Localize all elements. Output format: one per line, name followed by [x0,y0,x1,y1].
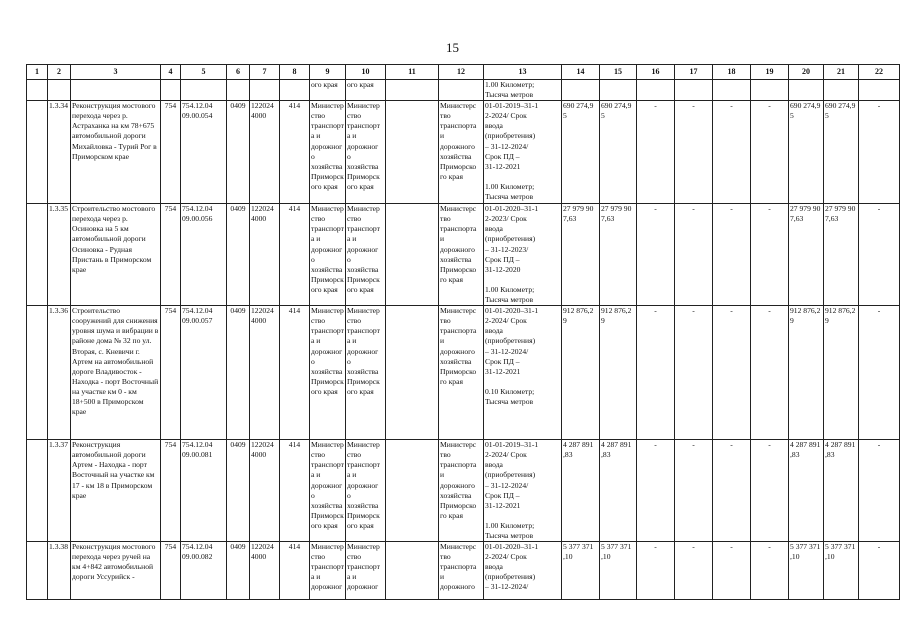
continuation-row [27,80,900,101]
cell-dash: - [713,204,751,306]
cell [161,80,181,101]
cell-amount: 27 979 90 7,63 [562,204,600,306]
cell-amount: 912 876,2 9 [789,306,824,440]
col-header: 17 [675,65,713,80]
cell-section: 0409 [227,542,250,600]
cell [859,80,900,101]
cell-grbs: 754 [161,542,181,600]
col-header: 10 [346,65,386,80]
cell [48,80,71,101]
cell-amount: 5 377 371 ,10 [789,542,824,600]
cell-grbs: 754 [161,306,181,440]
cell-dash: - [859,101,900,204]
cell-dash: - [713,306,751,440]
cell-amount: 5 377 371 ,10 [824,542,859,600]
col-header: 7 [250,65,280,80]
cell-terms: 01-01-2020–31-1 2-2023/ Срок ввода (приобретения) – 31-12-2023/ Срок ПД – 31-12-2020 1.00 Километр; Тысяча метров [484,204,562,306]
col-header: 4 [161,65,181,80]
cell-amount: 5 377 371 ,10 [600,542,637,600]
col-header: 11 [386,65,439,80]
cell-vr: 414 [280,204,310,306]
col-header: 16 [637,65,675,80]
page-number: 15 [446,40,459,55]
cell [751,80,789,101]
cell [789,80,824,101]
cell-dash: - [637,306,675,440]
cell [250,80,280,101]
cell [600,80,637,101]
col-header: 3 [71,65,161,80]
cell-dash: - [859,204,900,306]
cell-state-customer: ого края [310,80,346,101]
col-header: 20 [789,65,824,80]
cell-executor: Министерс тво транспорта и дорожного [439,542,484,600]
table-body [27,65,900,600]
cell-dash: - [713,542,751,600]
cell-executor: Министерс тво транспорта и дорожного хозяйства Приморско го края [439,306,484,440]
cell-amount: 27 979 90 7,63 [600,204,637,306]
col-header: 13 [484,65,562,80]
cell-csr: 122024 4000 [250,306,280,440]
cell-target-code: 754.12.04 09.00.056 [181,204,227,306]
cell [386,80,439,101]
cell [824,80,859,101]
cell-amount: 690 274,9 5 [600,101,637,204]
cell-amount: 4 287 891 ,83 [789,440,824,542]
cell-blank [27,440,48,542]
cell-dash: - [751,204,789,306]
cell-csr: 122024 4000 [250,204,280,306]
cell-col11 [386,204,439,306]
cell-amount: 27 979 90 7,63 [824,204,859,306]
cell-dash: - [713,101,751,204]
cell-dash: - [675,204,713,306]
col-header: 6 [227,65,250,80]
cell-state-customer: Министер ство транспорт а и дорожног о хозяйства Приморск ого края [310,306,346,440]
cell-col11 [386,440,439,542]
cell-amount: 27 979 90 7,63 [789,204,824,306]
column-number-row [27,65,900,80]
cell [562,80,600,101]
cell-csr: 122024 4000 [250,101,280,204]
cell-number: 1.3.37 [48,440,71,542]
cell-vr: 414 [280,440,310,542]
cell-amount: 4 287 891 ,83 [562,440,600,542]
col-header: 8 [280,65,310,80]
cell-responsible: Министер ство транспорт а и дорожног о хозяйства Приморск ого края [346,440,386,542]
table-row [27,101,900,204]
cell-dash: - [751,440,789,542]
cell-grbs: 754 [161,101,181,204]
cell-dash: - [637,204,675,306]
cell-name: Строительство мостового перехода через р. Осиновка на 5 км автомобильной дороги Осиновка - Рудная Пристань в Приморском крае [71,204,161,306]
cell-amount: 5 377 371 ,10 [562,542,600,600]
cell [637,80,675,101]
cell-vr: 414 [280,306,310,440]
cell-amount: 912 876,2 9 [600,306,637,440]
col-header: 2 [48,65,71,80]
cell-number: 1.3.35 [48,204,71,306]
cell-dash: - [637,440,675,542]
cell-dash: - [859,440,900,542]
cell [181,80,227,101]
cell-dash: - [751,306,789,440]
cell-dash: - [713,440,751,542]
cell-dash: - [751,542,789,600]
program-table [26,64,900,600]
cell-section: 0409 [227,306,250,440]
cell-grbs: 754 [161,440,181,542]
cell-col11 [386,101,439,204]
cell-dash: - [675,542,713,600]
cell-col11 [386,542,439,600]
table-row [27,306,900,440]
cell-section: 0409 [227,440,250,542]
cell-executor: Министерс тво транспорта и дорожного хозяйства Приморско го края [439,101,484,204]
cell-executor: Министерс тво транспорта и дорожного хозяйства Приморско го края [439,440,484,542]
cell-dash: - [675,306,713,440]
cell-responsible: Министер ство транспорт а и дорожног о хозяйства Приморск ого края [346,306,386,440]
cell-terms: 01-01-2020–31-1 2-2024/ Срок ввода (приобретения) – 31-12-2024/ Срок ПД – 31-12-2021 0.10 Километр; Тысяча метров [484,306,562,440]
cell-blank [27,204,48,306]
cell-blank [27,306,48,440]
cell-section: 0409 [227,204,250,306]
cell [713,80,751,101]
col-header: 22 [859,65,900,80]
col-header: 21 [824,65,859,80]
cell-terms: 01-01-2020–31-1 2-2024/ Срок ввода (приобретения) – 31-12-2024/ [484,542,562,600]
col-header: 15 [600,65,637,80]
cell-name: Реконструкция мостового перехода через ручей на км 4+842 автомобильной дороги Уссурийск - [71,542,161,600]
cell-grbs: 754 [161,204,181,306]
cell-dash: - [859,542,900,600]
cell-number: 1.3.34 [48,101,71,204]
cell-csr: 122024 4000 [250,440,280,542]
cell [71,80,161,101]
cell-name: Реконструкция мостового перехода через р. Астраханка на км 78+675 автомобильной дороги Михайловка - Турий Рог в Приморском крае [71,101,161,204]
cell-terms: 01-01-2019–31-1 2-2024/ Срок ввода (приобретения) – 31-12-2024/ Срок ПД – 31-12-2021 1.00 Километр; Тысяча метров [484,101,562,204]
col-header: 14 [562,65,600,80]
cell [675,80,713,101]
col-header: 5 [181,65,227,80]
cell-responsible: Министер ство транспорт а и дорожног о хозяйства Приморск ого края [346,204,386,306]
cell-amount: 912 876,2 9 [824,306,859,440]
col-header: 9 [310,65,346,80]
cell-dash: - [637,101,675,204]
col-header: 12 [439,65,484,80]
cell-dash: - [751,101,789,204]
cell-target-code: 754.12.04 09.00.054 [181,101,227,204]
cell-dash: - [859,306,900,440]
table-row [27,204,900,306]
cell-amount: 690 274,9 5 [824,101,859,204]
cell-dash: - [637,542,675,600]
cell-number: 1.3.38 [48,542,71,600]
cell-vr: 414 [280,542,310,600]
cell-responsible: Министер ство транспорт а и дорожног о хозяйства Приморск ого края [346,101,386,204]
cell-state-customer: Министер ство транспорт а и дорожног о хозяйства Приморск ого края [310,101,346,204]
cell-amount: 912 876,2 9 [562,306,600,440]
col-header: 19 [751,65,789,80]
cell-responsible: Министер ство транспорт а и дорожног [346,542,386,600]
cell-responsible: ого края [346,80,386,101]
cell-blank [27,101,48,204]
cell-target-code: 754.12.04 09.00.057 [181,306,227,440]
cell-target-code: 754.12.04 09.00.081 [181,440,227,542]
cell-number: 1.3.36 [48,306,71,440]
col-header: 18 [713,65,751,80]
cell-terms: 1.00 Километр; Тысяча метров [484,80,562,101]
cell-blank [27,542,48,600]
cell-section: 0409 [227,101,250,204]
cell-state-customer: Министер ство транспорт а и дорожног [310,542,346,600]
cell [439,80,484,101]
cell-col11 [386,306,439,440]
table-row [27,440,900,542]
cell-name: Реконструкция автомобильной дороги Артем - Находка - порт Восточный на участке км 17 - км 18 в Приморском крае [71,440,161,542]
cell [227,80,250,101]
cell-target-code: 754.12.04 09.00.082 [181,542,227,600]
cell [27,80,48,101]
cell-amount: 4 287 891 ,83 [824,440,859,542]
cell-state-customer: Министер ство транспорт а и дорожног о хозяйства Приморск ого края [310,204,346,306]
cell-name: Строительство сооружений для снижения уровня шума и вибрации в районе дома № 32 по ул. Вторая, с. Кневичи г. Артем на автомобильной дороге Владивосток - Находка - порт Восточный на участке км 0 - км 18+500 в Приморском крае [71,306,161,440]
col-header: 1 [27,65,48,80]
cell-amount: 690 274,9 5 [562,101,600,204]
cell-dash: - [675,101,713,204]
cell-terms: 01-01-2019–31-1 2-2024/ Срок ввода (приобретения) – 31-12-2024/ Срок ПД – 31-12-2021 1.00 Километр; Тысяча метров [484,440,562,542]
table-row [27,542,900,600]
cell [280,80,310,101]
cell-dash: - [675,440,713,542]
cell-amount: 4 287 891 ,83 [600,440,637,542]
cell-executor: Министерс тво транспорта и дорожного хозяйства Приморско го края [439,204,484,306]
cell-state-customer: Министер ство транспорт а и дорожног о хозяйства Приморск ого края [310,440,346,542]
cell-csr: 122024 4000 [250,542,280,600]
cell-amount: 690 274,9 5 [789,101,824,204]
cell-vr: 414 [280,101,310,204]
